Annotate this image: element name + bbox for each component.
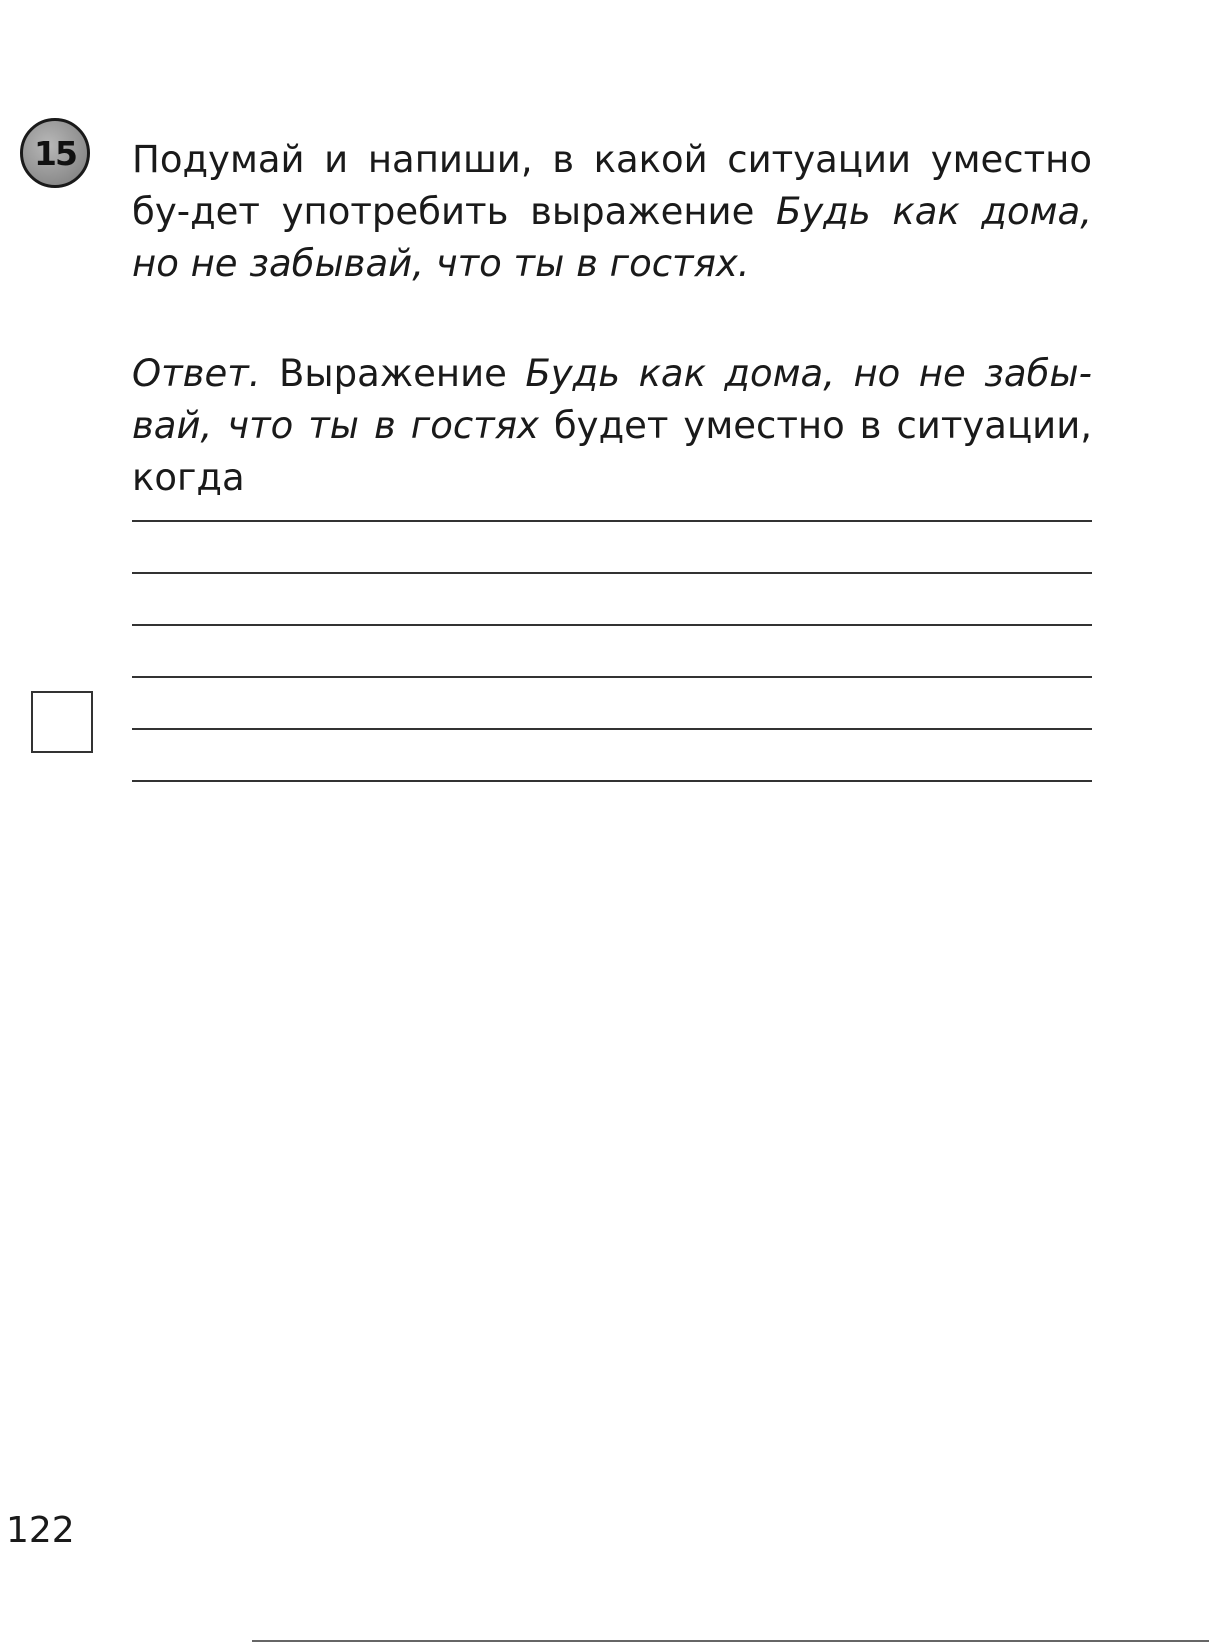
answer-line[interactable] [132, 520, 1092, 522]
answer-line[interactable] [132, 676, 1092, 678]
answer-phrase: Будь как дома, но не забы-вай, что ты в гостях [132, 352, 1092, 447]
bottom-rule [252, 1640, 1209, 1642]
answer-label: Ответ. [132, 352, 261, 395]
answer-line[interactable] [132, 572, 1092, 574]
task-number: 15 [34, 133, 76, 173]
answer-text-end: будет уместно в ситуации, когда [132, 404, 1092, 499]
task-statement [132, 134, 1092, 290]
score-box[interactable] [31, 691, 93, 753]
answer-line[interactable] [132, 728, 1092, 730]
task-text: Подумай и напиши, в какой ситуации уместно бу-дет употребить выражение [132, 138, 1092, 233]
task-phrase: Будь как дома, но не забывай, что ты в гостях. [132, 190, 1092, 285]
answer-line[interactable] [132, 624, 1092, 626]
task-number-badge [20, 118, 90, 188]
page-number: 122 [6, 1510, 75, 1551]
answer-prompt [132, 348, 1092, 504]
answer-text-start: Выражение [260, 352, 526, 395]
answer-line[interactable] [132, 780, 1092, 782]
